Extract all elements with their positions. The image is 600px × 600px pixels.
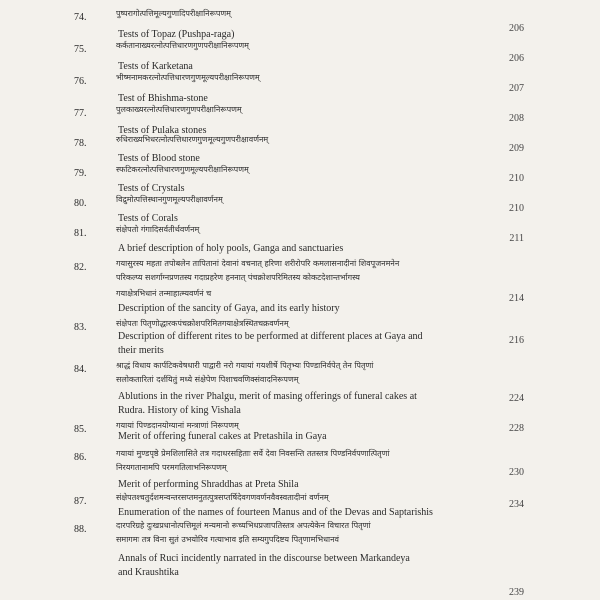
page-number: 210	[509, 203, 524, 214]
english-title: Description of different rites to be performed at different places at Gaya and	[118, 331, 423, 342]
sanskrit-title: श्राद्धं विधाय कार्पटिकवेषधारी पाद्वारी नरो गयायां गयशीर्षे पितृभ्यः पिण्डानिर्वपेत् तेन पितृणां	[116, 361, 374, 370]
sanskrit-title: समागमः तत्र विना सुतं उभयोरिव गत्याभाव इति सम्यगुपदिष्टय पितृणामभिधानवं	[116, 535, 339, 544]
entry-number: 88.	[74, 524, 87, 535]
entry-number: 82.	[74, 262, 87, 273]
entry-number: 76.	[74, 76, 87, 87]
page-number: 211	[509, 233, 524, 244]
english-title: Ablutions in the river Phalgu, merit of masing offerings of funeral cakes at	[118, 391, 417, 402]
english-title: Test of Bhishma-stone	[118, 93, 208, 104]
sanskrit-title: रुधिराख्यभिधरत्नोत्पत्तिधारणगुणमूल्यगुणपरीक्षावर्णनम्	[116, 135, 269, 144]
english-title: Merit of offering funeral cakes at Pretashila in Gaya	[118, 431, 327, 442]
entry-number: 79.	[74, 168, 87, 179]
entry-number: 85.	[74, 424, 87, 435]
page-number: 210	[509, 173, 524, 184]
english-title: Tests of Pulaka stones	[118, 125, 207, 136]
sanskrit-title: संक्षेपतो गंगादिसर्वतीर्थवर्णनम्	[116, 225, 200, 234]
sanskrit-title: निरयगतानामपि परमगतिलाभनिरूपणम्	[116, 463, 227, 472]
page-number: 207	[509, 83, 524, 94]
english-title: Merit of performing Shraddhas at Preta Shila	[118, 479, 299, 490]
page-number: 214	[509, 293, 524, 304]
english-title: their merits	[118, 345, 164, 356]
sanskrit-title: सलोकतारितां दर्शयितुं मध्ये संक्षेपेण पिशाचवणिक्संवादनिरूपणम्	[116, 375, 299, 384]
page-number: 209	[509, 143, 524, 154]
page-number: 224	[509, 393, 524, 404]
entry-number: 86.	[74, 452, 87, 463]
entry-number: 83.	[74, 322, 87, 333]
sanskrit-title: विद्रुमोत्पत्तिस्थानगुणमूल्यपरीक्षावर्णनम्	[116, 195, 223, 204]
page-number: 206	[509, 23, 524, 34]
entry-number: 80.	[74, 198, 87, 209]
english-title: Tests of Blood stone	[118, 153, 200, 164]
english-title: Enumeration of the names of fourteen Manus and of the Devas and Saptarishis	[118, 507, 433, 518]
english-title: Tests of Topaz (Pushpa-raga)	[118, 29, 235, 40]
english-title: A brief description of holy pools, Ganga and sanctuaries	[118, 243, 344, 254]
sanskrit-title: स्फटिकरत्नोत्पत्तिधारणगुणमूल्यपरीक्षानिरूपणम्	[116, 165, 249, 174]
sanskrit-title: संक्षेपतश्चतुर्दशमन्वन्तरसप्तमनुतत्पुत्रसप्तर्षिदेवगणवर्णनवैवस्वतादीनां वर्णनम्	[116, 493, 329, 502]
sanskrit-title: गयायां मुण्डपृष्ठे प्रेमशिलासिते तत्र गदाधरसहिताः सर्वे देवा निवसन्ति ततस्तत्र पिण्डनिर्वपणात्पितृणां	[116, 449, 390, 458]
english-title: Tests of Corals	[118, 213, 178, 224]
english-title: Annals of Ruci incidently narrated in the discourse between Markandeya	[118, 553, 410, 564]
entry-number: 75.	[74, 44, 87, 55]
english-title: and Kraushtika	[118, 567, 179, 578]
sanskrit-title: संक्षेपतः पितृणोद्धारकपंचक्रोशपरिमितगयाक्षेत्रस्थितचक्रवर्णनम्	[116, 319, 289, 328]
page-number: 230	[509, 467, 524, 478]
page-number: 208	[509, 113, 524, 124]
english-title: Rudra. History of king Vishala	[118, 405, 241, 416]
english-title: Description of the sancity of Gaya, and its early history	[118, 303, 340, 314]
sanskrit-title: दारपरिग्रहे दुःखप्रधानोत्पत्तिमूलं मन्यमानो रूच्यभिधप्रजापतिस्तत्र अपत्येकेन विचारत पितृणां	[116, 521, 371, 530]
entry-number: 81.	[74, 228, 87, 239]
page-number: 228	[509, 423, 524, 434]
page-number: 234	[509, 499, 524, 510]
sanskrit-title: कर्कतानाख्यरत्नोत्पत्तिधारणगुणपरीक्षानिरूपणम्	[116, 41, 249, 50]
sanskrit-title: गयासुरस्य महता तपोबलेन तापितानां देवानां वचनात् हरिणा शरीरोपरि कमलासनादीनां शिवपूजनमनेन	[116, 259, 400, 268]
sanskrit-title: पुष्परागोत्पत्तिमूल्यगुणादिपरीक्षानिरूपणम्	[116, 9, 231, 18]
sanskrit-title: गयायां पिण्डदानयोग्यानां मन्त्राणां निरूपणम्	[116, 421, 239, 430]
entry-number: 78.	[74, 138, 87, 149]
page-number: 206	[509, 53, 524, 64]
english-title: Tests of Karketana	[118, 61, 193, 72]
entry-number: 84.	[74, 364, 87, 375]
english-title: Tests of Crystals	[118, 183, 185, 194]
sanskrit-title: गयाक्षेत्रभिधानं तन्माहात्म्यवर्णनं च	[116, 289, 212, 298]
entry-number: 74.	[74, 12, 87, 23]
sanskrit-title: परिकल्प्य सशर्गाग्नप्रणतस्य गदाप्रहरेण हननात् पंचक्रोशपरिमितस्य कोकटदेशान्तर्भागस्य	[116, 273, 360, 282]
sanskrit-title: पुलकाख्यरत्नोत्पत्तिधारणगुणपरीक्षानिरूपणम्	[116, 105, 242, 114]
page-number: 239	[509, 587, 524, 598]
page-number: 216	[509, 335, 524, 346]
sanskrit-title: भीष्मनामकरत्नोत्पत्तिधारणगुणमूल्यपरीक्षानिरूपणम्	[116, 73, 260, 82]
entry-number: 87.	[74, 496, 87, 507]
entry-number: 77.	[74, 108, 87, 119]
